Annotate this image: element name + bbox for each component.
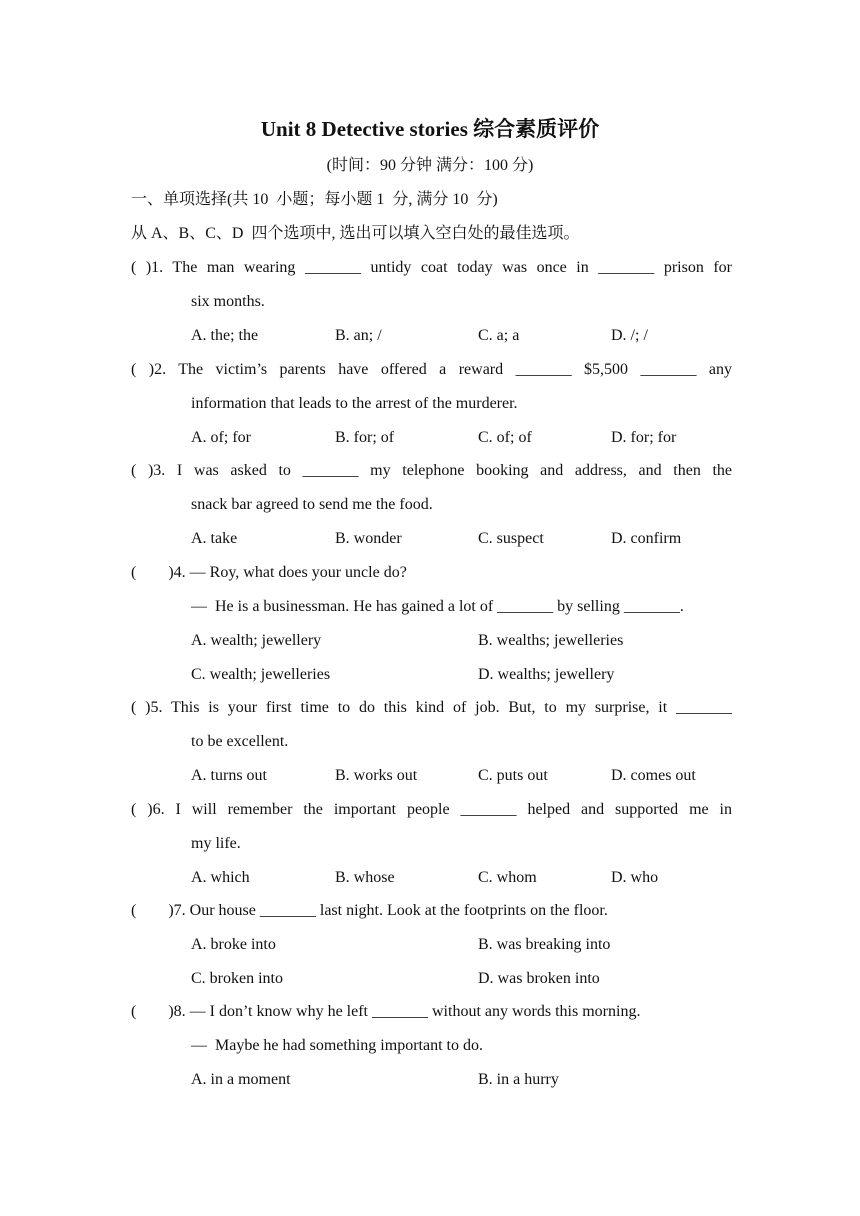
question-1-option-a[interactable]: A. the; the [191, 327, 259, 344]
question-6-stem: ( )6. I will remember the important people _______ helped and supported me in [131, 801, 732, 818]
question-6-option-d[interactable]: D. who [611, 869, 659, 886]
question-6-option-c[interactable]: C. whom [478, 869, 537, 886]
question-4-option-c[interactable]: C. wealth; jewelleries [191, 666, 331, 683]
question-3-stem: ( )3. I was asked to _______ my telephone booking and address, and then the [131, 462, 732, 479]
question-2-option-b[interactable]: B. for; of [335, 429, 395, 446]
question-7-option-b[interactable]: B. was breaking into [478, 936, 611, 953]
question-1-option-c[interactable]: C. a; a [478, 327, 520, 344]
question-1-option-b[interactable]: B. an; / [335, 327, 382, 344]
question-5-option-c[interactable]: C. puts out [478, 767, 548, 784]
question-3-stem-cont: snack bar agreed to send me the food. [191, 496, 433, 513]
question-7-stem: ( )7. Our house _______ last night. Look at the footprints on the floor. [131, 902, 608, 919]
question-7-option-d[interactable]: D. was broken into [478, 970, 600, 987]
question-8-stem: ( )8. — I don’t know why he left _______ without any words this morning. [131, 1003, 641, 1020]
question-8-option-b[interactable]: B. in a hurry [478, 1071, 559, 1088]
question-4-option-a[interactable]: A. wealth; jewellery [191, 632, 322, 649]
question-4-option-d[interactable]: D. wealths; jewellery [478, 666, 615, 683]
question-4-stem: ( )4. — Roy, what does your uncle do? [131, 564, 407, 581]
question-2-option-d[interactable]: D. for; for [611, 429, 677, 446]
question-7-option-c[interactable]: C. broken into [191, 970, 283, 987]
question-4-stem-cont: — He is a businessman. He has gained a lot of _______ by selling _______. [191, 598, 684, 615]
question-1-option-d[interactable]: D. /; / [611, 327, 648, 344]
question-1-stem: ( )1. The man wearing _______ untidy coat today was once in _______ prison for [131, 259, 732, 276]
question-3-option-b[interactable]: B. wonder [335, 530, 402, 547]
question-2-stem-cont: information that leads to the arrest of the murderer. [191, 395, 518, 412]
question-5-option-a[interactable]: A. turns out [191, 767, 267, 784]
question-5-option-d[interactable]: D. comes out [611, 767, 696, 784]
page-title: Unit 8 Detective stories 综合素质评价 [260, 117, 600, 141]
question-6-option-b[interactable]: B. whose [335, 869, 395, 886]
question-8-option-a[interactable]: A. in a moment [191, 1071, 291, 1088]
section-heading: 一、单项选择(共 10 小题；每小题 1 分, 满分 10 分) [131, 191, 498, 208]
question-3-option-d[interactable]: D. confirm [611, 530, 682, 547]
question-3-option-c[interactable]: C. suspect [478, 530, 544, 547]
question-7-option-a[interactable]: A. broke into [191, 936, 276, 953]
question-3-option-a[interactable]: A. take [191, 530, 238, 547]
question-4-option-b[interactable]: B. wealths; jewelleries [478, 632, 624, 649]
question-2-option-c[interactable]: C. of; of [478, 429, 532, 446]
question-5-option-b[interactable]: B. works out [335, 767, 418, 784]
question-2-stem: ( )2. The victim’s parents have offered a reward _______ $5,500 _______ any [131, 361, 732, 378]
question-2-option-a[interactable]: A. of; for [191, 429, 251, 446]
question-8-stem-cont: — Maybe he had something important to do. [191, 1037, 483, 1054]
question-5-stem: ( )5. This is your first time to do this kind of job. But, to my surprise, it _______ [131, 699, 732, 716]
question-5-stem-cont: to be excellent. [191, 733, 289, 750]
question-1-stem-cont: six months. [191, 293, 265, 310]
question-6-option-a[interactable]: A. which [191, 869, 250, 886]
section-instruction: 从 A、B、C、D 四个选项中, 选出可以填入空白处的最佳选项。 [131, 225, 580, 242]
exam-meta: (时间：90 分钟 满分：100 分) [326, 157, 534, 174]
question-6-stem-cont: my life. [191, 835, 241, 852]
